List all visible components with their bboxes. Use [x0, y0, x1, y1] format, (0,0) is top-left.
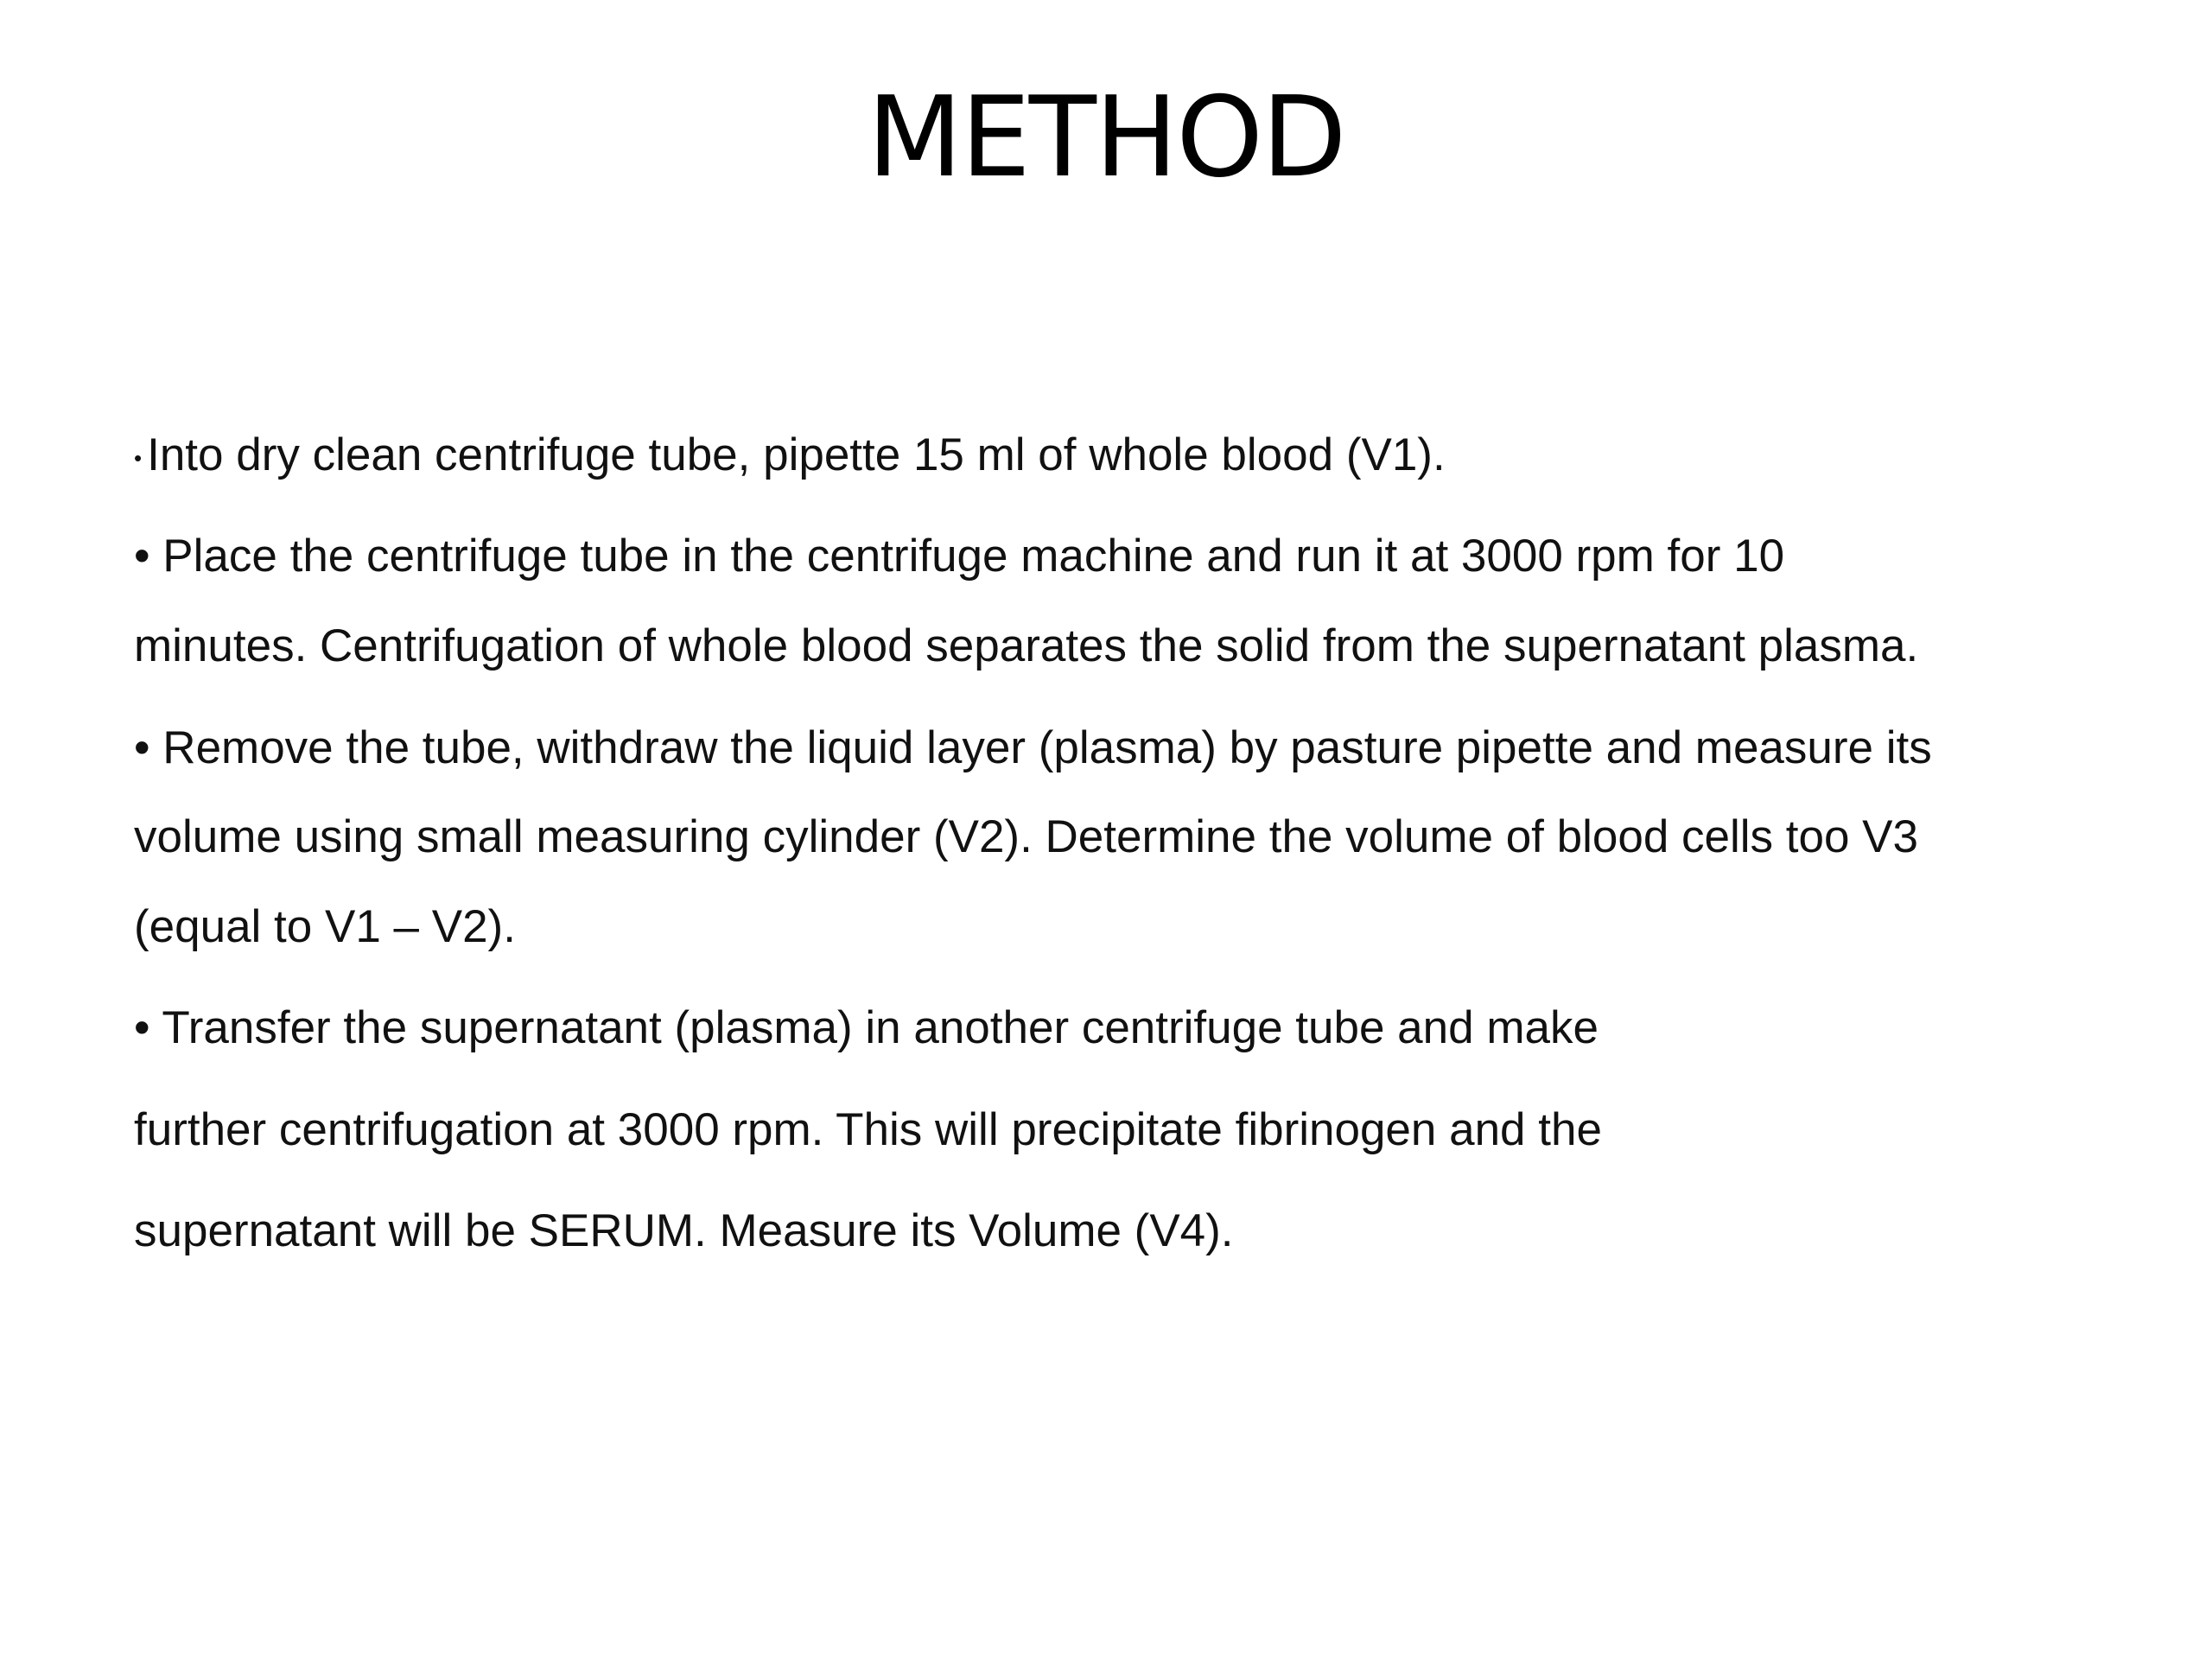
step-3-text-1: Remove the tube, withdraw the liquid layer (plasma) by pasture pipette and measure its [162, 722, 1932, 773]
bullet-icon: • [134, 1002, 150, 1053]
step-1-line-1 [134, 428, 1446, 483]
bullet-icon: • [134, 531, 150, 582]
step-2-line-1 [134, 529, 1784, 584]
step-4-text-1: Transfer the supernatant (plasma) in another centrifuge tube and make [162, 1002, 1599, 1053]
step-3-line-3: (equal to V1 – V2). [134, 901, 516, 952]
slide-title: METHOD [867, 73, 1345, 202]
bullet-icon: • [134, 445, 143, 471]
step-3-line-2: volume using small measuring cylinder (V2). Determine the volume of blood cells too V3 [134, 811, 1919, 862]
step-3-line-1 [134, 721, 1932, 776]
step-4-line-3: supernatant will be SERUM. Measure its Volume (V4). [134, 1205, 1234, 1256]
step-2-line-2: minutes. Centrifugation of whole blood separates the solid from the supernatant plasma. [134, 620, 1919, 671]
step-4-line-1 [134, 1001, 1599, 1056]
step-1-text-1: Into dry clean centrifuge tube, pipette 15 ml of whole blood (V1). [147, 429, 1446, 480]
bullet-icon: • [134, 722, 150, 773]
step-4-line-2: further centrifugation at 3000 rpm. This will precipitate fibrinogen and the [134, 1104, 1602, 1155]
step-2-text-1: Place the centrifuge tube in the centrifuge machine and run it at 3000 rpm for 10 [162, 531, 1785, 582]
